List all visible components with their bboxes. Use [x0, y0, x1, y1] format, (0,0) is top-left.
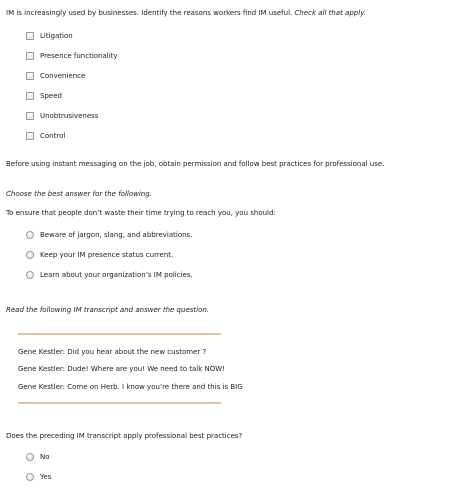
- question-1-prompt: [6, 9, 366, 17]
- option-label: Convenience: [40, 72, 86, 80]
- question-3-prompt: Does the preceding IM transcript apply professional best practices?: [6, 432, 243, 440]
- radio-button[interactable]: [26, 231, 34, 239]
- radio-option-yes[interactable]: [26, 472, 51, 482]
- transcript-line: Gene Kestler: Dude! Where are you! We need to talk NOW!: [18, 365, 225, 373]
- option-label: Control: [40, 132, 66, 140]
- transcript-line: Gene Kestler: Come on Herb. I know you’re there and this is BIG: [18, 383, 243, 391]
- radio-button[interactable]: [26, 473, 34, 481]
- radio-option-beware-jargon[interactable]: [26, 230, 192, 240]
- checkbox-option-unobtrusiveness[interactable]: [26, 111, 98, 121]
- question-1-instruction: Check all that apply.: [294, 9, 367, 17]
- transcript-line: Gene Kestler: Did you hear about the new customer ?: [18, 348, 207, 356]
- transcript-bottom-divider: [18, 402, 221, 404]
- radio-button[interactable]: [26, 251, 34, 259]
- radio-button[interactable]: [26, 453, 34, 461]
- checkbox[interactable]: [26, 132, 34, 140]
- option-label: Unobtrusiveness: [40, 112, 99, 120]
- radio-option-presence-status[interactable]: [26, 250, 173, 260]
- question-1-text: IM is increasingly used by businesses. Identify the reasons workers find IM useful.: [6, 9, 293, 17]
- option-label: Speed: [40, 92, 62, 100]
- option-label: No: [40, 453, 50, 461]
- option-label: Keep your IM presence status current.: [40, 251, 174, 259]
- section-3-directions: Read the following IM transcript and answer the question.: [6, 306, 210, 314]
- checkbox[interactable]: [26, 32, 34, 40]
- option-label: Learn about your organization’s IM policies.: [40, 271, 193, 279]
- checkbox[interactable]: [26, 112, 34, 120]
- checkbox[interactable]: [26, 52, 34, 60]
- radio-button[interactable]: [26, 271, 34, 279]
- option-label: Litigation: [40, 32, 73, 40]
- radio-option-im-policies[interactable]: [26, 270, 193, 280]
- section-2-directions: Choose the best answer for the following.: [6, 190, 152, 198]
- radio-option-no[interactable]: [26, 452, 50, 462]
- best-practices-statement: Before using instant messaging on the job, obtain permission and follow best practices for professional use.: [6, 160, 385, 168]
- checkbox[interactable]: [26, 92, 34, 100]
- checkbox-option-control[interactable]: [26, 131, 65, 141]
- checkbox-option-convenience[interactable]: [26, 71, 85, 81]
- checkbox-option-speed[interactable]: [26, 91, 62, 101]
- option-label: Yes: [40, 473, 52, 481]
- question-2-prompt: To ensure that people don’t waste their time trying to reach you, you should:: [6, 209, 276, 217]
- transcript-top-divider: [18, 333, 221, 335]
- checkbox-option-litigation[interactable]: [26, 31, 73, 41]
- option-label: Beware of jargon, slang, and abbreviations.: [40, 231, 193, 239]
- checkbox-option-presence-functionality[interactable]: [26, 51, 118, 61]
- option-label: Presence functionality: [40, 52, 118, 60]
- checkbox[interactable]: [26, 72, 34, 80]
